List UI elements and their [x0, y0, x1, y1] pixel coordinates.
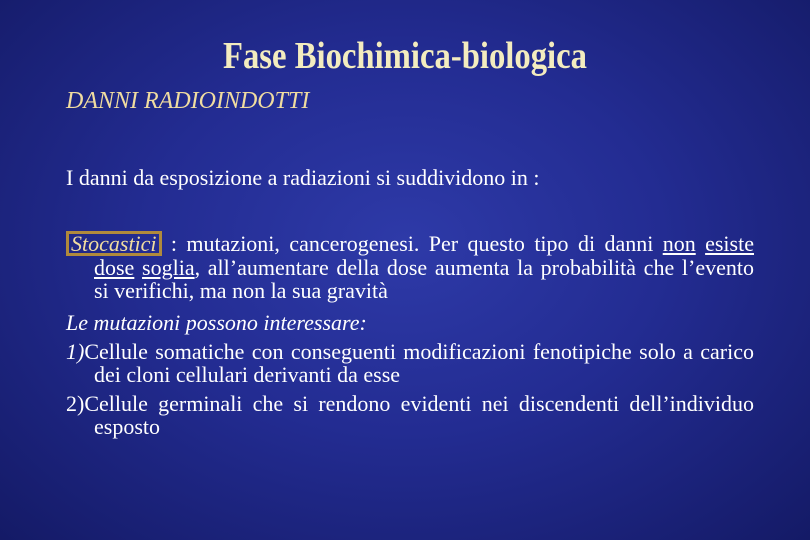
stocastici-paragraph	[66, 231, 754, 302]
slide-title: Fase Biochimica-biologica	[223, 35, 587, 77]
list-number: 2)	[66, 391, 85, 416]
underlined-word: esiste	[705, 231, 754, 256]
list-item-1	[66, 340, 754, 386]
underlined-word: soglia	[142, 255, 195, 280]
slide-body	[66, 231, 754, 438]
list-number: 1)	[66, 339, 85, 364]
underlined-word: dose	[94, 255, 135, 280]
list-text: Cellule germinali che si rendono evidenti nei discendenti dell’individuo esposto	[84, 391, 754, 439]
stocastici-term: Stocastici	[66, 231, 162, 256]
list-item-2	[66, 392, 754, 438]
stocastici-text-2: , all’aumentare della dose aumenta la probabilità che l’evento si verifichi, ma non la sua gravità	[94, 255, 754, 303]
list-text: Cellule somatiche con conseguenti modificazioni fenotipiche solo a carico dei cloni cellulari derivanti da esse	[84, 339, 754, 387]
slide-subtitle: DANNI RADIOINDOTTI	[66, 88, 310, 114]
underlined-word: non	[662, 231, 696, 256]
mutazioni-heading: Le mutazioni possono interessare:	[66, 310, 367, 335]
stocastici-text-1: : mutazioni, cancerogenesi. Per questo tipo di danni	[161, 231, 663, 256]
intro-text: I danni da esposizione a radiazioni si suddividono in :	[66, 165, 540, 190]
